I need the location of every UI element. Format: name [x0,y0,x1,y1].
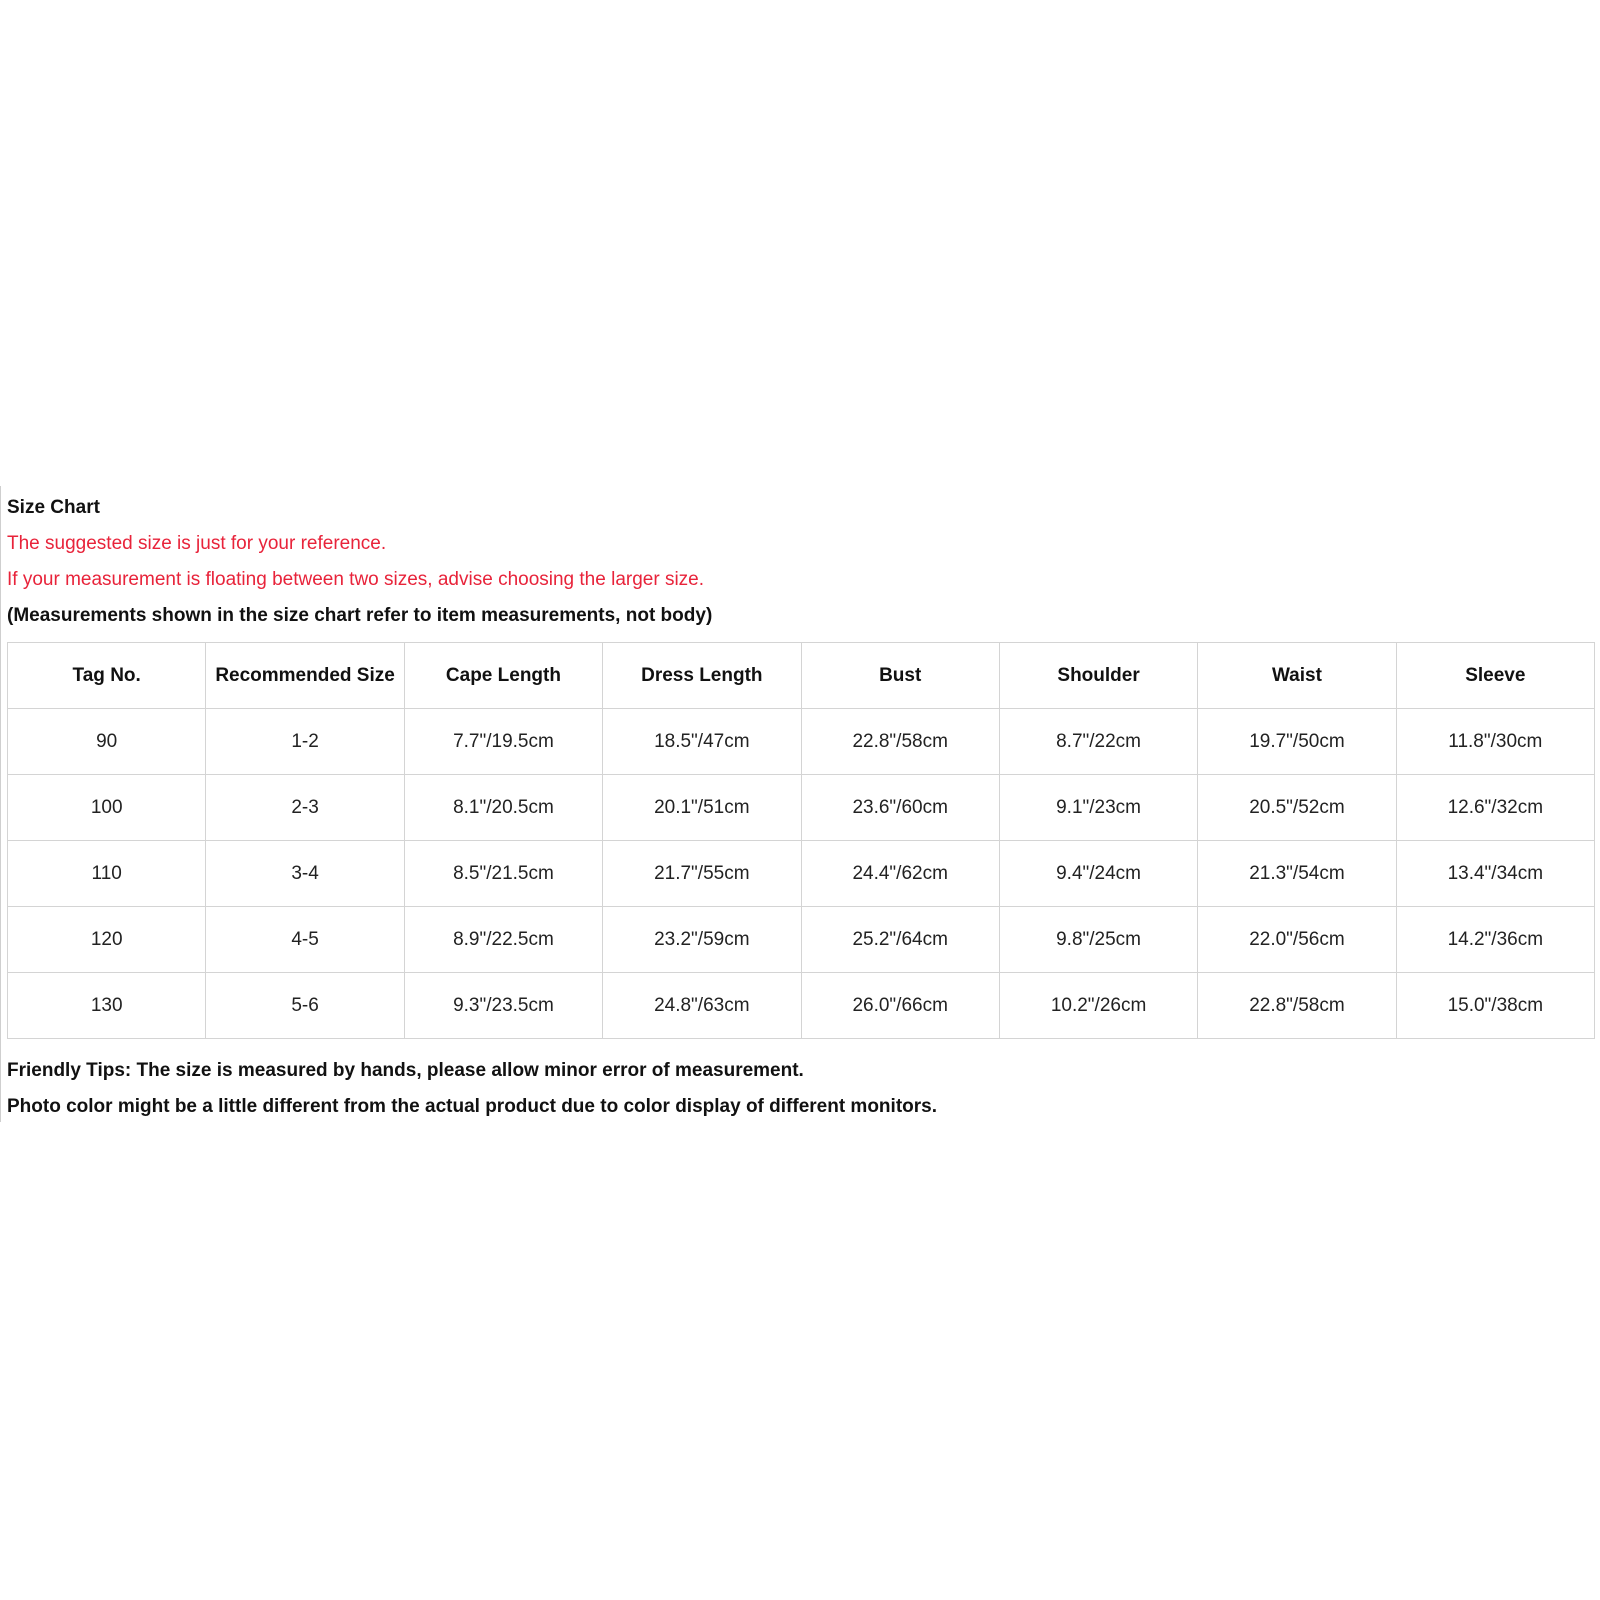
table-row [8,775,1595,841]
cell-dress-length: 24.8"/63cm [603,973,801,1039]
table-row [8,907,1595,973]
cell-recommended-size: 5-6 [206,973,404,1039]
cell-shoulder: 8.7"/22cm [999,709,1197,775]
header-waist: Waist [1198,643,1396,709]
cell-cape-length: 7.7"/19.5cm [404,709,602,775]
header-tag-no: Tag No. [8,643,206,709]
table-header-row [8,643,1595,709]
header-shoulder: Shoulder [999,643,1197,709]
cell-cape-length: 8.9"/22.5cm [404,907,602,973]
header-sleeve: Sleeve [1396,643,1594,709]
reference-note: The suggested size is just for your reference. [7,533,387,554]
cell-waist: 22.8"/58cm [1198,973,1396,1039]
cell-dress-length: 21.7"/55cm [603,841,801,907]
friendly-tips: Friendly Tips: The size is measured by hands, please allow minor error of measurement. [7,1060,804,1081]
cell-bust: 26.0"/66cm [801,973,999,1039]
measurement-note: (Measurements shown in the size chart refer to item measurements, not body) [7,605,713,626]
cell-bust: 23.6"/60cm [801,775,999,841]
header-bust: Bust [801,643,999,709]
larger-size-advice: If your measurement is floating between two sizes, advise choosing the larger size. [7,569,705,590]
photo-color-note: Photo color might be a little different from the actual product due to color display of different monitors. [7,1096,937,1117]
cell-sleeve: 13.4"/34cm [1396,841,1594,907]
cell-dress-length: 18.5"/47cm [603,709,801,775]
size-chart-title: Size Chart [7,497,100,518]
cell-recommended-size: 2-3 [206,775,404,841]
cell-recommended-size: 1-2 [206,709,404,775]
cell-tag-no: 110 [8,841,206,907]
cell-shoulder: 9.4"/24cm [999,841,1197,907]
cell-sleeve: 12.6"/32cm [1396,775,1594,841]
cell-bust: 24.4"/62cm [801,841,999,907]
header-cape-length: Cape Length [404,643,602,709]
cell-tag-no: 100 [8,775,206,841]
cell-shoulder: 9.1"/23cm [999,775,1197,841]
cell-sleeve: 14.2"/36cm [1396,907,1594,973]
cell-waist: 21.3"/54cm [1198,841,1396,907]
cell-cape-length: 8.5"/21.5cm [404,841,602,907]
table-row [8,973,1595,1039]
header-dress-length: Dress Length [603,643,801,709]
cell-dress-length: 23.2"/59cm [603,907,801,973]
cell-shoulder: 10.2"/26cm [999,973,1197,1039]
cell-waist: 20.5"/52cm [1198,775,1396,841]
table-row [8,709,1595,775]
cell-tag-no: 90 [8,709,206,775]
cell-tag-no: 130 [8,973,206,1039]
header-recommended-size: Recommended Size [206,643,404,709]
cell-waist: 22.0"/56cm [1198,907,1396,973]
cell-tag-no: 120 [8,907,206,973]
cell-waist: 19.7"/50cm [1198,709,1396,775]
cell-dress-length: 20.1"/51cm [603,775,801,841]
cell-sleeve: 11.8"/30cm [1396,709,1594,775]
cell-recommended-size: 3-4 [206,841,404,907]
table-row [8,841,1595,907]
left-border-line [0,486,1,1122]
cell-bust: 22.8"/58cm [801,709,999,775]
cell-bust: 25.2"/64cm [801,907,999,973]
cell-recommended-size: 4-5 [206,907,404,973]
size-table [7,642,1595,1039]
size-chart [7,490,1595,1125]
cell-cape-length: 9.3"/23.5cm [404,973,602,1039]
cell-shoulder: 9.8"/25cm [999,907,1197,973]
cell-sleeve: 15.0"/38cm [1396,973,1594,1039]
cell-cape-length: 8.1"/20.5cm [404,775,602,841]
